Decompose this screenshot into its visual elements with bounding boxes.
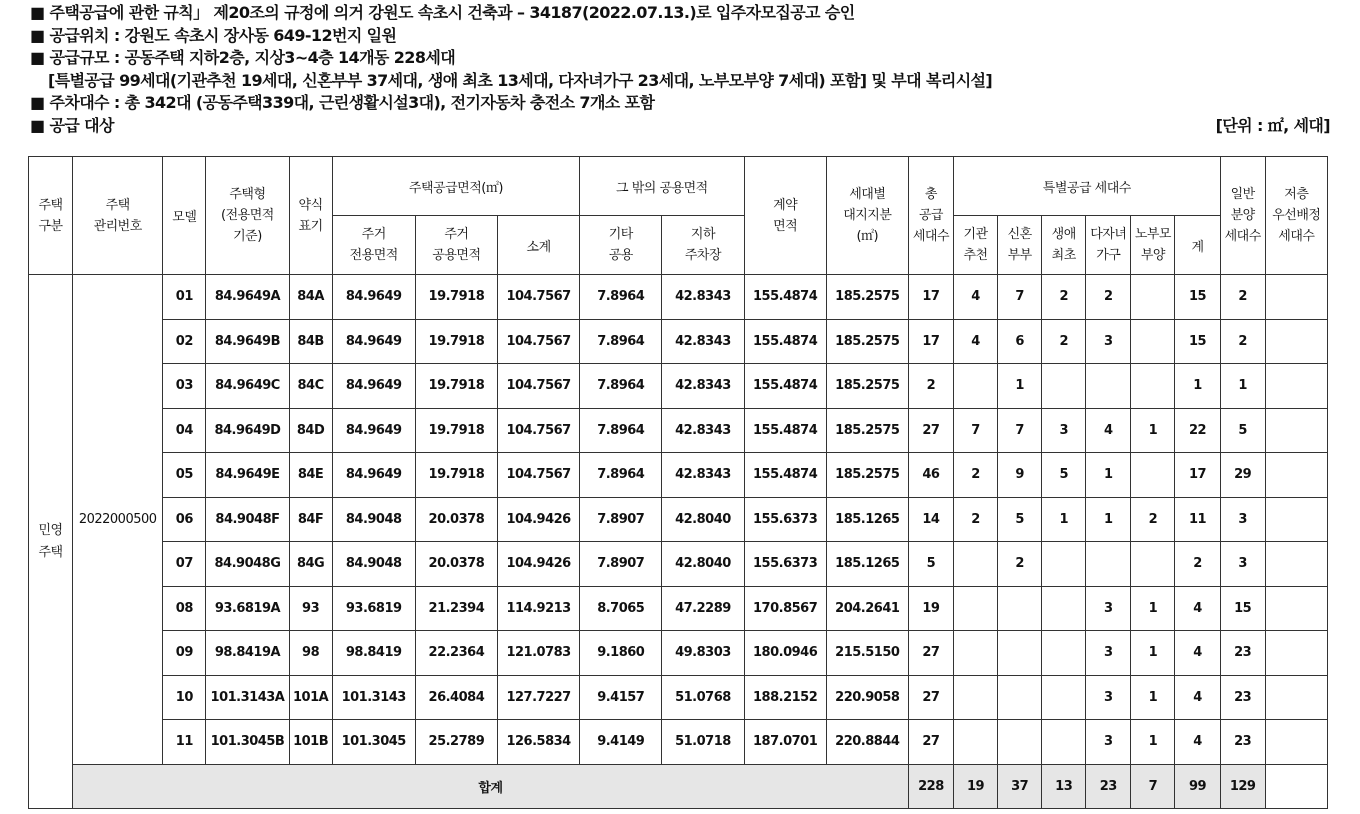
- header-housing-type: 주택 구분: [29, 157, 73, 275]
- total-multi: 23: [1086, 764, 1131, 809]
- supply-table: [28, 156, 1328, 809]
- parking-line: ■ 주차대수 : 총 342대 (공동주택339대, 근린생활시설3대), 전기자동차 충전소 7개소 포함: [30, 93, 655, 112]
- cell-common: 19.7918: [415, 453, 497, 498]
- cell-sum: 15: [1175, 319, 1220, 364]
- cell-multi: 1: [1086, 453, 1131, 498]
- header-newlywed: 신혼 부부: [998, 216, 1042, 275]
- cell-inst: [953, 675, 997, 720]
- cell-land: 220.9058: [826, 675, 908, 720]
- total-inst: 19: [953, 764, 997, 809]
- cell-land: 185.2575: [826, 275, 908, 320]
- cell-subtotal: 127.7227: [497, 675, 579, 720]
- table-row: [29, 720, 1328, 765]
- cell-subtotal: 114.9213: [497, 586, 579, 631]
- cell-other: 7.8907: [580, 542, 662, 587]
- cell-land: 185.2575: [826, 319, 908, 364]
- cell-model: 09: [163, 631, 206, 676]
- location-line: ■ 공급위치 : 강원도 속초시 장사동 649-12번지 일원: [30, 25, 397, 45]
- cell-abbr: 101A: [289, 675, 332, 720]
- cell-first: 2: [1042, 275, 1086, 320]
- cell-common: 22.2364: [415, 631, 497, 676]
- cell-common: 19.7918: [415, 319, 497, 364]
- header-contract-area: 계약 면적: [744, 157, 826, 275]
- cell-exclusive: 84.9649: [332, 275, 415, 320]
- cell-exclusive: 84.9649: [332, 453, 415, 498]
- cell-parking: 42.8343: [662, 408, 744, 453]
- cell-first: [1042, 364, 1086, 409]
- scale-line: ■ 공급규모 : 공동주택 지하2층, 지상3~4층 14개동 228세대: [30, 48, 456, 67]
- cell-sum: 15: [1175, 275, 1220, 320]
- cell-general: 1: [1220, 364, 1265, 409]
- cell-first: 3: [1042, 408, 1086, 453]
- cell-elderly: 1: [1131, 720, 1175, 765]
- cell-house-type: 84.9649E: [206, 453, 289, 498]
- cell-abbr: 84E: [289, 453, 332, 498]
- cell-sum: 2: [1175, 542, 1220, 587]
- unit-label: [단위 : ㎡, 세대]: [1215, 115, 1330, 135]
- cell-parking: 51.0768: [662, 675, 744, 720]
- cell-common: 19.7918: [415, 275, 497, 320]
- total-row: [29, 764, 1328, 809]
- cell-general: 3: [1220, 497, 1265, 542]
- cell-parking: 42.8343: [662, 319, 744, 364]
- header-land-share: 세대별 대지지분 (㎡): [826, 157, 908, 275]
- cell-first: [1042, 631, 1086, 676]
- cell-parking: 42.8040: [662, 497, 744, 542]
- cell-abbr: 84F: [289, 497, 332, 542]
- cell-model: 08: [163, 586, 206, 631]
- cell-first: [1042, 675, 1086, 720]
- cell-common: 21.2394: [415, 586, 497, 631]
- header-other: 기타 공용: [580, 216, 662, 275]
- special-supply-line: [특별공급 99세대(기관추천 19세대, 신혼부부 37세대, 생애 최초 13세대, 다자녀가구 23세대, 노부모부양 7세대) 포함] 및 부대 복리시설]: [48, 70, 993, 90]
- cell-newlywed: 7: [998, 408, 1042, 453]
- cell-common: 19.7918: [415, 408, 497, 453]
- cell-model: 03: [163, 364, 206, 409]
- cell-first: 2: [1042, 319, 1086, 364]
- cell-newlywed: 1: [998, 364, 1042, 409]
- cell-inst: [953, 720, 997, 765]
- cell-land: 185.2575: [826, 408, 908, 453]
- cell-exclusive: 84.9048: [332, 497, 415, 542]
- cell-subtotal: 121.0783: [497, 631, 579, 676]
- cell-contract: 155.4874: [744, 364, 826, 409]
- table-row: [29, 631, 1328, 676]
- cell-elderly: [1131, 275, 1175, 320]
- cell-house-type: 101.3143A: [206, 675, 289, 720]
- total-newlywed: 37: [998, 764, 1042, 809]
- cell-abbr: 84A: [289, 275, 332, 320]
- cell-total-supply: 19: [908, 586, 953, 631]
- table-row: [29, 319, 1328, 364]
- cell-sum: 11: [1175, 497, 1220, 542]
- header-special-supply: 특별공급 세대수: [953, 157, 1220, 216]
- cell-low-floor: [1265, 720, 1327, 765]
- cell-parking: 51.0718: [662, 720, 744, 765]
- cell-model: 10: [163, 675, 206, 720]
- cell-multi: 3: [1086, 631, 1131, 676]
- cell-low-floor: [1265, 675, 1327, 720]
- cell-contract: 188.2152: [744, 675, 826, 720]
- cell-multi: 2: [1086, 275, 1131, 320]
- cell-contract: 170.8567: [744, 586, 826, 631]
- cell-other: 9.1860: [580, 631, 662, 676]
- cell-model: 06: [163, 497, 206, 542]
- cell-multi: 3: [1086, 319, 1131, 364]
- cell-contract: 155.4874: [744, 408, 826, 453]
- header-multi: 다자녀 가구: [1086, 216, 1131, 275]
- housing-type-cell: 민영 주택: [29, 275, 73, 809]
- cell-general: 29: [1220, 453, 1265, 498]
- table-header: [29, 157, 1328, 275]
- cell-model: 04: [163, 408, 206, 453]
- header-sum: 계: [1175, 216, 1220, 275]
- table-row: [29, 453, 1328, 498]
- cell-exclusive: 84.9649: [332, 364, 415, 409]
- cell-house-type: 84.9649D: [206, 408, 289, 453]
- cell-total-supply: 27: [908, 408, 953, 453]
- cell-inst: 4: [953, 275, 997, 320]
- cell-elderly: 1: [1131, 631, 1175, 676]
- cell-inst: [953, 364, 997, 409]
- header-exclusive: 주거 전용면적: [332, 216, 415, 275]
- cell-inst: 2: [953, 453, 997, 498]
- cell-contract: 155.4874: [744, 453, 826, 498]
- cell-first: 1: [1042, 497, 1086, 542]
- cell-parking: 42.8343: [662, 364, 744, 409]
- cell-multi: 3: [1086, 675, 1131, 720]
- cell-general: 5: [1220, 408, 1265, 453]
- cell-land: 185.2575: [826, 453, 908, 498]
- cell-general: 23: [1220, 631, 1265, 676]
- cell-house-type: 98.8419A: [206, 631, 289, 676]
- cell-total-supply: 17: [908, 319, 953, 364]
- cell-exclusive: 101.3045: [332, 720, 415, 765]
- cell-first: [1042, 586, 1086, 631]
- cell-multi: 3: [1086, 586, 1131, 631]
- cell-land: 185.1265: [826, 542, 908, 587]
- cell-other: 7.8964: [580, 275, 662, 320]
- cell-sum: 4: [1175, 586, 1220, 631]
- cell-house-type: 84.9649C: [206, 364, 289, 409]
- header-subtotal: 소계: [497, 216, 579, 275]
- table-row: [29, 675, 1328, 720]
- cell-common: 26.4084: [415, 675, 497, 720]
- cell-total-supply: 27: [908, 675, 953, 720]
- cell-model: 01: [163, 275, 206, 320]
- cell-other: 7.8964: [580, 408, 662, 453]
- cell-land: 215.5150: [826, 631, 908, 676]
- cell-multi: 4: [1086, 408, 1131, 453]
- cell-sum: 4: [1175, 631, 1220, 676]
- cell-low-floor: [1265, 497, 1327, 542]
- cell-land: 185.2575: [826, 364, 908, 409]
- cell-contract: 155.4874: [744, 319, 826, 364]
- header-elderly: 노부모 부양: [1131, 216, 1175, 275]
- cell-other: 9.4149: [580, 720, 662, 765]
- cell-general: 15: [1220, 586, 1265, 631]
- cell-low-floor: [1265, 631, 1327, 676]
- header-first: 생애 최초: [1042, 216, 1086, 275]
- cell-multi: [1086, 364, 1131, 409]
- cell-multi: 1: [1086, 497, 1131, 542]
- cell-low-floor: [1265, 319, 1327, 364]
- header-model: 모델: [163, 157, 206, 275]
- cell-common: 20.0378: [415, 542, 497, 587]
- total-first: 13: [1042, 764, 1086, 809]
- header-abbr: 약식 표기: [289, 157, 332, 275]
- cell-subtotal: 104.7567: [497, 364, 579, 409]
- cell-subtotal: 104.7567: [497, 319, 579, 364]
- cell-common: 25.2789: [415, 720, 497, 765]
- cell-subtotal: 104.9426: [497, 497, 579, 542]
- cell-elderly: 2: [1131, 497, 1175, 542]
- cell-subtotal: 104.7567: [497, 453, 579, 498]
- cell-other: 8.7065: [580, 586, 662, 631]
- cell-total-supply: 27: [908, 631, 953, 676]
- cell-contract: 155.4874: [744, 275, 826, 320]
- cell-land: 220.8844: [826, 720, 908, 765]
- cell-multi: [1086, 542, 1131, 587]
- total-elderly: 7: [1131, 764, 1175, 809]
- approval-line: ■ 주택공급에 관한 규칙」 제20조의 규정에 의거 강원도 속초시 건축과 – 34187(2022.07.13.)로 입주자모집공고 승인: [30, 3, 855, 22]
- cell-abbr: 84B: [289, 319, 332, 364]
- cell-land: 185.1265: [826, 497, 908, 542]
- cell-parking: 47.2289: [662, 586, 744, 631]
- total-general: 129: [1220, 764, 1265, 809]
- cell-general: 3: [1220, 542, 1265, 587]
- cell-exclusive: 98.8419: [332, 631, 415, 676]
- total-label: 합계: [73, 764, 909, 809]
- cell-model: 11: [163, 720, 206, 765]
- cell-elderly: 1: [1131, 675, 1175, 720]
- cell-multi: 3: [1086, 720, 1131, 765]
- cell-newlywed: 2: [998, 542, 1042, 587]
- header-low-floor: 저층 우선배정 세대수: [1265, 157, 1327, 275]
- cell-elderly: 1: [1131, 586, 1175, 631]
- cell-inst: 4: [953, 319, 997, 364]
- cell-common: 19.7918: [415, 364, 497, 409]
- cell-low-floor: [1265, 275, 1327, 320]
- cell-abbr: 84C: [289, 364, 332, 409]
- cell-common: 20.0378: [415, 497, 497, 542]
- cell-general: 23: [1220, 720, 1265, 765]
- cell-low-floor: [1265, 364, 1327, 409]
- cell-elderly: [1131, 542, 1175, 587]
- cell-abbr: 84G: [289, 542, 332, 587]
- cell-model: 07: [163, 542, 206, 587]
- header-inst: 기관 추천: [953, 216, 997, 275]
- cell-exclusive: 84.9649: [332, 319, 415, 364]
- cell-elderly: [1131, 364, 1175, 409]
- cell-newlywed: 9: [998, 453, 1042, 498]
- header-common: 주거 공용면적: [415, 216, 497, 275]
- cell-parking: 42.8343: [662, 275, 744, 320]
- supply-target-heading: ■ 공급 대상: [30, 115, 114, 135]
- cell-sum: 4: [1175, 720, 1220, 765]
- table-body: [29, 275, 1328, 809]
- cell-other: 9.4157: [580, 675, 662, 720]
- cell-abbr: 93: [289, 586, 332, 631]
- cell-elderly: [1131, 453, 1175, 498]
- cell-model: 02: [163, 319, 206, 364]
- total-low-floor: [1265, 764, 1327, 809]
- cell-contract: 155.6373: [744, 497, 826, 542]
- cell-contract: 187.0701: [744, 720, 826, 765]
- cell-abbr: 101B: [289, 720, 332, 765]
- cell-first: [1042, 720, 1086, 765]
- cell-parking: 42.8343: [662, 453, 744, 498]
- cell-general: 23: [1220, 675, 1265, 720]
- cell-abbr: 84D: [289, 408, 332, 453]
- header-other-common: 그 밖의 공용면적: [580, 157, 744, 216]
- cell-abbr: 98: [289, 631, 332, 676]
- cell-sum: 4: [1175, 675, 1220, 720]
- cell-first: [1042, 542, 1086, 587]
- cell-general: 2: [1220, 319, 1265, 364]
- cell-sum: 17: [1175, 453, 1220, 498]
- cell-subtotal: 126.5834: [497, 720, 579, 765]
- table-row: [29, 364, 1328, 409]
- table-row: [29, 408, 1328, 453]
- cell-sum: 22: [1175, 408, 1220, 453]
- header-total-supply: 총 공급 세대수: [908, 157, 953, 275]
- table-row: [29, 586, 1328, 631]
- cell-subtotal: 104.9426: [497, 542, 579, 587]
- notice-block: [30, 2, 1330, 137]
- cell-house-type: 84.9649A: [206, 275, 289, 320]
- cell-sum: 1: [1175, 364, 1220, 409]
- cell-inst: 7: [953, 408, 997, 453]
- cell-total-supply: 17: [908, 275, 953, 320]
- table-row: [29, 497, 1328, 542]
- cell-newlywed: 6: [998, 319, 1042, 364]
- header-general: 일반 분양 세대수: [1220, 157, 1265, 275]
- cell-general: 2: [1220, 275, 1265, 320]
- cell-low-floor: [1265, 453, 1327, 498]
- cell-exclusive: 93.6819: [332, 586, 415, 631]
- cell-newlywed: 7: [998, 275, 1042, 320]
- cell-newlywed: [998, 720, 1042, 765]
- cell-model: 05: [163, 453, 206, 498]
- cell-elderly: 1: [1131, 408, 1175, 453]
- cell-other: 7.8964: [580, 453, 662, 498]
- cell-land: 204.2641: [826, 586, 908, 631]
- cell-house-type: 101.3045B: [206, 720, 289, 765]
- cell-total-supply: 5: [908, 542, 953, 587]
- header-house-type: 주택형 (전용면적 기준): [206, 157, 289, 275]
- cell-exclusive: 84.9649: [332, 408, 415, 453]
- cell-other: 7.8907: [580, 497, 662, 542]
- cell-inst: [953, 586, 997, 631]
- cell-newlywed: [998, 675, 1042, 720]
- cell-first: 5: [1042, 453, 1086, 498]
- cell-house-type: 84.9048G: [206, 542, 289, 587]
- cell-house-type: 84.9649B: [206, 319, 289, 364]
- cell-parking: 42.8040: [662, 542, 744, 587]
- cell-total-supply: 27: [908, 720, 953, 765]
- cell-low-floor: [1265, 542, 1327, 587]
- mgmt-no-cell: 2022000500: [73, 275, 163, 765]
- header-parking: 지하 주차장: [662, 216, 744, 275]
- cell-other: 7.8964: [580, 364, 662, 409]
- table-row: [29, 275, 1328, 320]
- cell-newlywed: [998, 586, 1042, 631]
- total-sum: 99: [1175, 764, 1220, 809]
- header-supply-area: 주택공급면적(㎡): [332, 157, 580, 216]
- cell-house-type: 93.6819A: [206, 586, 289, 631]
- cell-total-supply: 2: [908, 364, 953, 409]
- total-total-supply: 228: [908, 764, 953, 809]
- cell-low-floor: [1265, 408, 1327, 453]
- header-mgmt-no: 주택 관리번호: [73, 157, 163, 275]
- cell-exclusive: 101.3143: [332, 675, 415, 720]
- cell-exclusive: 84.9048: [332, 542, 415, 587]
- cell-subtotal: 104.7567: [497, 408, 579, 453]
- cell-contract: 155.6373: [744, 542, 826, 587]
- cell-inst: [953, 631, 997, 676]
- cell-parking: 49.8303: [662, 631, 744, 676]
- cell-low-floor: [1265, 586, 1327, 631]
- cell-total-supply: 14: [908, 497, 953, 542]
- table-row: [29, 542, 1328, 587]
- cell-contract: 180.0946: [744, 631, 826, 676]
- cell-inst: [953, 542, 997, 587]
- cell-other: 7.8964: [580, 319, 662, 364]
- cell-elderly: [1131, 319, 1175, 364]
- cell-house-type: 84.9048F: [206, 497, 289, 542]
- cell-subtotal: 104.7567: [497, 275, 579, 320]
- cell-newlywed: 5: [998, 497, 1042, 542]
- cell-total-supply: 46: [908, 453, 953, 498]
- cell-newlywed: [998, 631, 1042, 676]
- cell-inst: 2: [953, 497, 997, 542]
